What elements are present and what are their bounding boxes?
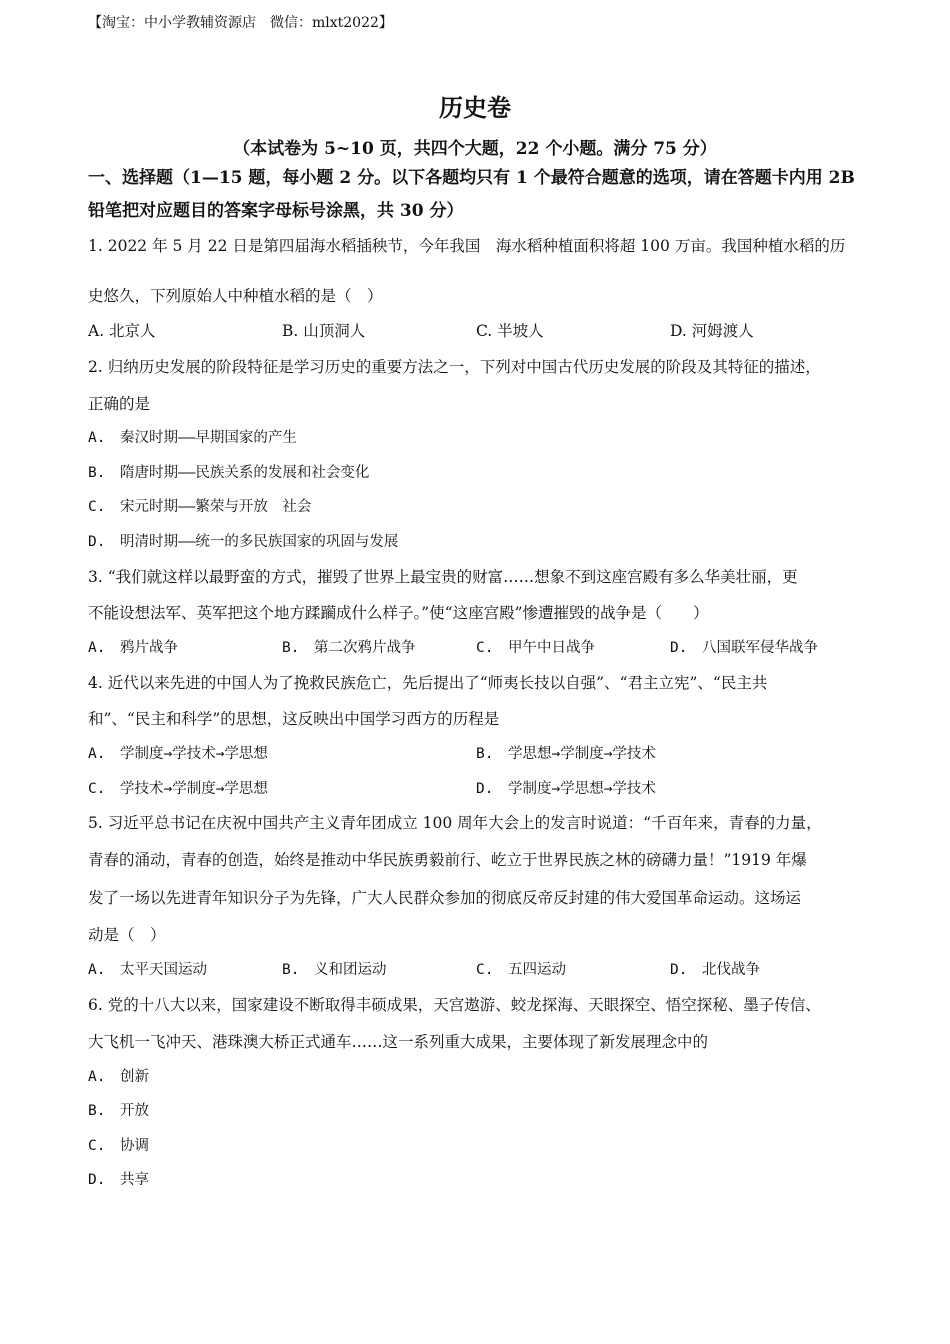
- question-6-option-d: D. 共享: [88, 1172, 149, 1188]
- page-title: 历史卷: [439, 93, 511, 122]
- question-1-option-b: B. 山顶洞人: [282, 322, 366, 340]
- question-4-option-d: D. 学制度→学思想→学技术: [476, 781, 656, 797]
- question-2-option-a: A. 秦汉时期——早期国家的产生: [88, 430, 297, 446]
- question-1-option-c: C. 半坡人: [476, 322, 544, 340]
- question-2-option-d: D. 明清时期——统一的多民族国家的巩固与发展: [88, 534, 399, 550]
- question-3-option-a: A. 鸦片战争: [88, 640, 178, 656]
- page-header-text: 【淘宝：中小学教辅资源店 微信：mlxt2022】: [88, 15, 393, 31]
- question-5-line-1: 5. 习近平总书记在庆祝中国共产主义青年团成立 100 周年大会上的发言时说道：“千百年来，青春的力量，: [88, 814, 822, 832]
- question-2-line-2: 正确的是: [88, 395, 151, 413]
- question-6-option-b: B. 开放: [88, 1103, 149, 1119]
- question-5-option-a: A. 太平天国运动: [88, 962, 207, 978]
- question-6-option-a: A. 创新: [88, 1069, 149, 1085]
- question-5-line-2: 青春的涌动，青春的创造，始终是推动中华民族勇毅前行、屹立于世界民族之林的磅礴力量！”1919 年爆: [88, 851, 807, 869]
- question-5-option-d: D. 北伐战争: [670, 962, 760, 978]
- question-1-line-1: 1. 2022 年 5 月 22 日是第四届海水稻插秧节，今年我国 海水稻种植面积将超 100 万亩。我国种植水稻的历: [88, 237, 846, 255]
- question-6-line-2: 大飞机一飞冲天、港珠澳大桥正式通车……这一系列重大成果，主要体现了新发展理念中的: [88, 1033, 709, 1051]
- question-3-line-2: 不能设想法军、英军把这个地方蹂躏成什么样子。”使“这座宫殿”惨遭摧毁的战争是（ ）: [88, 604, 709, 622]
- question-4-line-1: 4. 近代以来先进的中国人为了挽救民族危亡，先后提出了“师夷长技以自强”、“君主立宪”、“民主共: [88, 674, 768, 692]
- page-subtitle: （本试卷为 5~10 页，共四个大题，22 个小题。满分 75 分）: [233, 139, 717, 159]
- question-3-option-c: C. 甲午中日战争: [476, 640, 595, 656]
- question-5-option-b: B. 义和团运动: [282, 962, 387, 978]
- question-4-option-c: C. 学技术→学制度→学思想: [88, 781, 268, 797]
- question-2-option-b: B. 隋唐时期——民族关系的发展和社会变化: [88, 465, 370, 481]
- question-1-option-d: D. 河姆渡人: [670, 322, 754, 340]
- question-1-line-2: 史悠久，下列原始人中种植水稻的是（ ）: [88, 287, 383, 305]
- question-6-line-1: 6. 党的十八大以来，国家建设不断取得丰硕成果，天宫遨游、蛟龙探海、天眼探空、悟空探秘、墨子传信、: [88, 996, 821, 1014]
- question-5-option-c: C. 五四运动: [476, 962, 566, 978]
- question-6-option-c: C. 协调: [88, 1138, 149, 1154]
- question-3-option-d: D. 八国联军侵华战争: [670, 640, 818, 656]
- question-4-option-b: B. 学思想→学制度→学技术: [476, 746, 656, 762]
- question-5-line-3: 发了一场以先进青年知识分子为先锋，广大人民群众参加的彻底反帝反封建的伟大爱国革命运动。这场运: [88, 889, 802, 907]
- question-4-option-a: A. 学制度→学技术→学思想: [88, 746, 268, 762]
- section-heading: 一、选择题（1—15 题，每小题 2 分。以下各题均只有 1 个最符合题意的选项，请在答题卡内用 2B 铅笔把对应题目的答案字母标号涂黑，共 30 分）: [88, 168, 855, 221]
- question-3-line-1: 3. “我们就这样以最野蛮的方式，摧毁了世界上最宝贵的财富……想象不到这座宫殿有多么华美壮丽，更: [88, 568, 798, 586]
- question-3-option-b: B. 第二次鸦片战争: [282, 640, 416, 656]
- question-5-line-4: 动是（ ）: [88, 926, 166, 944]
- question-2-option-c: C. 宋元时期——繁荣与开放 社会: [88, 499, 312, 515]
- question-1-option-a: A. 北京人: [88, 322, 156, 340]
- question-2-line-1: 2. 归纳历史发展的阶段特征是学习历史的重要方法之一，下列对中国古代历史发展的阶段及其特征的描述，: [88, 358, 821, 376]
- question-4-line-2: 和”、“民主和科学”的思想，这反映出中国学习西方的历程是: [88, 710, 500, 728]
